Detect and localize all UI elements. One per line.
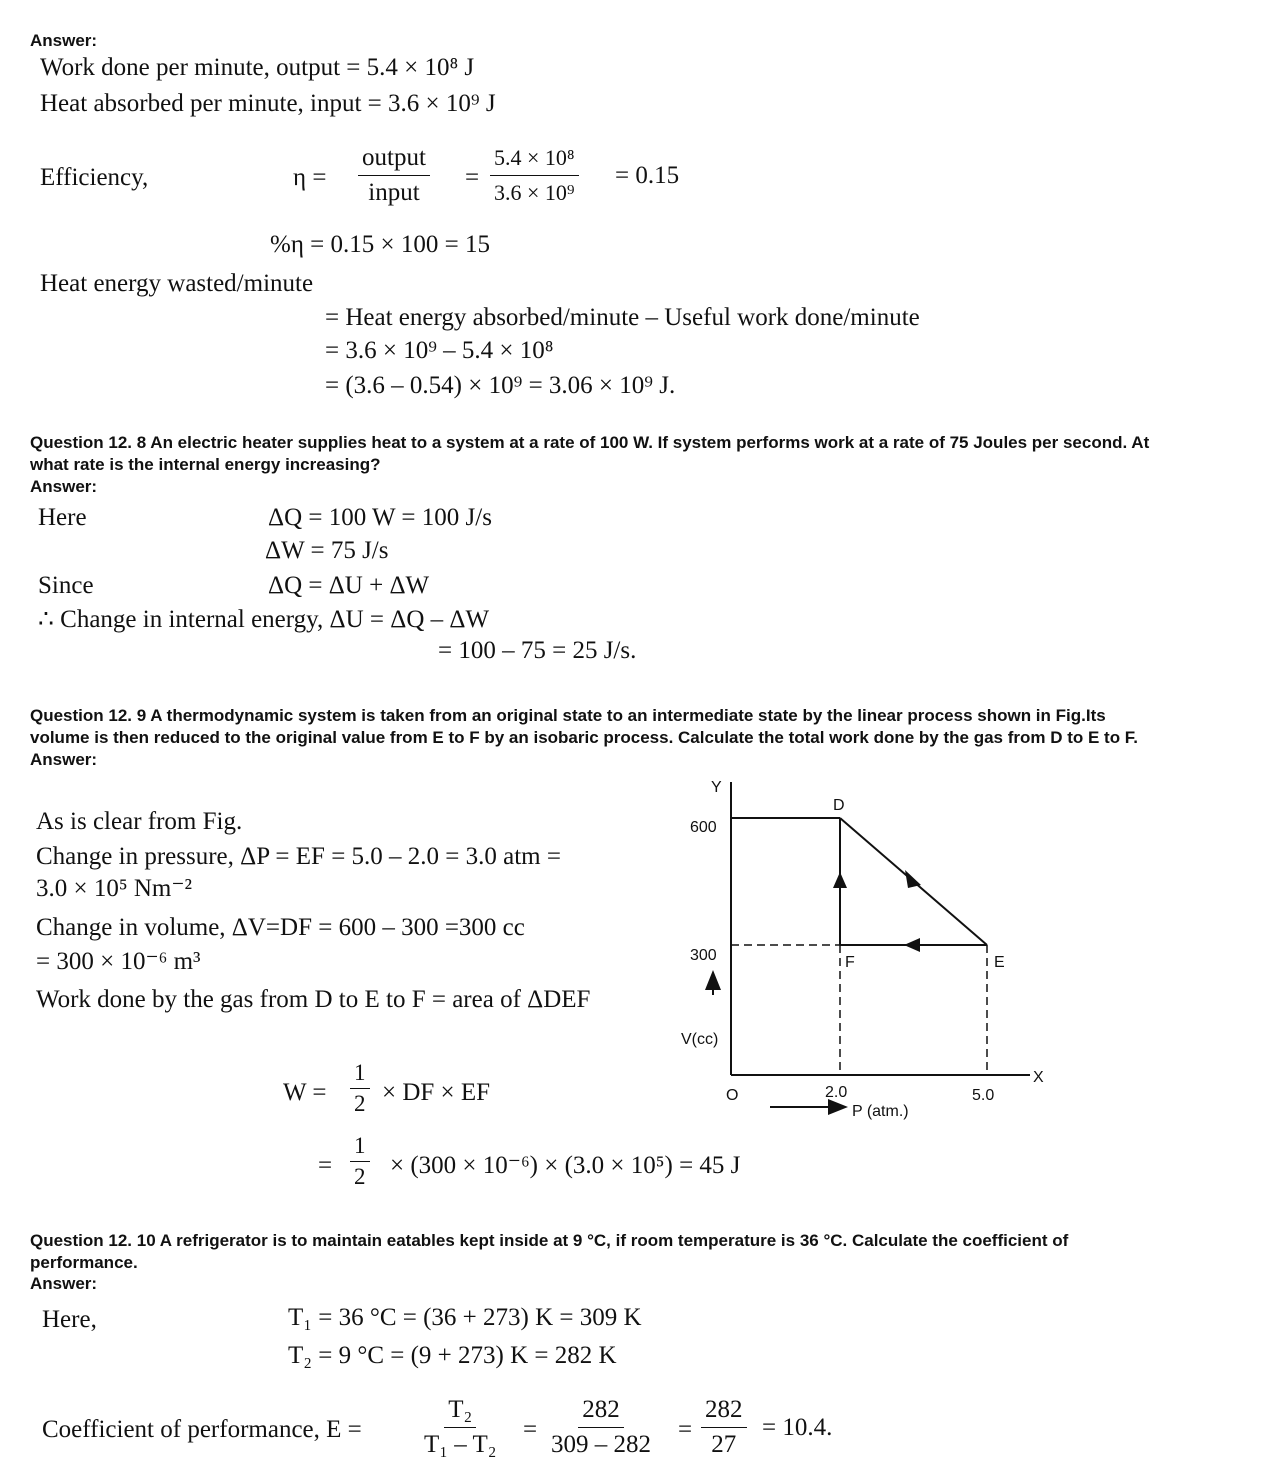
solution-line: 3.0 × 10⁵ Nm⁻² — [36, 875, 193, 902]
point-e: E — [994, 954, 1005, 971]
tick-2: 2.0 — [825, 1084, 848, 1101]
denominator: 27 — [711, 1431, 737, 1458]
question-text: Question 12. 10 A refrigerator is to maintain eatables kept inside at 9 °C, if room temperature is 36 °C. Calculate the coefficient of — [30, 1231, 1069, 1250]
equals: = — [523, 1416, 538, 1443]
denominator: 3.6 × 10⁹ — [494, 180, 575, 205]
equals: = — [678, 1416, 693, 1443]
p-label: P (atm.) — [852, 1103, 909, 1120]
question-text: volume is then reduced to the original value from E to F by an isobaric process. Calculate the total work done by the gas from D to E to F. — [30, 728, 1139, 747]
numerator: 282 — [701, 1395, 747, 1428]
y-axis-label: Y — [711, 779, 722, 796]
denominator: 309 – 282 — [551, 1431, 651, 1458]
wasted-step-1: = Heat energy absorbed/minute – Useful work done/minute — [325, 304, 920, 331]
arrow-up-icon — [833, 872, 847, 888]
v-label: V(cc) — [681, 1031, 719, 1048]
solution-line: As is clear from Fig. — [36, 808, 243, 835]
w-rest-2: × (300 × 10⁻⁶) × (3.0 × 10⁵) = 45 J — [390, 1152, 741, 1179]
numerator: output — [358, 143, 430, 176]
fraction-cop — [420, 1395, 501, 1460]
question-text: what rate is the internal energy increasing? — [30, 455, 381, 474]
cop-result: = 10.4. — [762, 1414, 833, 1441]
since-label: Since — [38, 572, 94, 599]
numerator: T₂ — [444, 1395, 476, 1428]
question-text: Question 12. 8 An electric heater supplies heat to a system at a rate of 100 W. If system performs work at a rate of 75 Joules per second. At — [30, 433, 1150, 452]
equals: = — [465, 164, 480, 191]
answer-label: Answer: — [30, 31, 98, 50]
relation-line: ΔQ = ΔU + ΔW — [268, 572, 430, 599]
denominator: 2 — [354, 1091, 366, 1116]
point-d: D — [833, 797, 845, 814]
numerator: 1 — [350, 1060, 370, 1089]
w-eq: W = — [283, 1079, 327, 1106]
solution-line: Work done by the gas from D to E to F = area of ΔDEF — [36, 986, 591, 1013]
wasted-step-3: = (3.6 – 0.54) × 10⁹ = 3.06 × 10⁹ J. — [325, 372, 676, 399]
fraction-values — [547, 1395, 655, 1460]
dq-line: ΔQ = 100 W = 100 J/s — [268, 504, 492, 531]
here-label: Here, — [42, 1306, 97, 1333]
tick-600: 600 — [690, 819, 717, 836]
fraction-simplified — [701, 1395, 747, 1460]
dw-line: ΔW = 75 J/s — [265, 537, 389, 564]
origin-label: O — [726, 1087, 739, 1104]
t1-line: T₁ = 36 °C = (36 + 273) K = 309 K — [288, 1304, 642, 1331]
denominator: T₁ – T₂ — [424, 1431, 497, 1458]
question-text: performance. — [30, 1253, 138, 1272]
numerator: 1 — [350, 1133, 370, 1162]
equals: = — [318, 1152, 333, 1179]
numerator: 5.4 × 10⁸ — [490, 143, 579, 176]
eta-eq: η = — [293, 164, 327, 191]
arrow-left-icon — [904, 938, 920, 952]
point-f: F — [845, 954, 855, 971]
numerator: 282 — [578, 1395, 624, 1428]
solution-line: = 300 × 10⁻⁶ m³ — [36, 948, 201, 975]
efficiency-label: Efficiency, — [40, 164, 149, 191]
result-line: = 100 – 75 = 25 J/s. — [438, 637, 637, 664]
answer-label: Answer: — [30, 477, 98, 496]
efficiency-result: = 0.15 — [615, 162, 680, 189]
w-rest: × DF × EF — [382, 1079, 491, 1106]
x-axis-label: X — [1033, 1069, 1044, 1086]
here-label: Here — [38, 504, 87, 531]
denominator: 2 — [354, 1164, 366, 1189]
tick-5: 5.0 — [972, 1087, 995, 1104]
answer-label: Answer: — [30, 1274, 98, 1293]
wasted-step-2: = 3.6 × 10⁹ – 5.4 × 10⁸ — [325, 337, 554, 364]
solution-line: Change in pressure, ΔP = EF = 5.0 – 2.0 = 3.0 atm = — [36, 843, 561, 870]
change-line: ∴ Change in internal energy, ΔU = ΔQ – ΔW — [38, 606, 490, 633]
denominator: input — [368, 179, 420, 206]
heat-line: Heat absorbed per minute, input = 3.6 × 10⁹ J — [40, 90, 496, 117]
work-line: Work done per minute, output = 5.4 × 10⁸ J — [40, 54, 475, 81]
answer-label: Answer: — [30, 750, 98, 769]
cop-label: Coefficient of performance, E = — [42, 1416, 362, 1443]
tick-300: 300 — [690, 947, 717, 964]
percent-line: %η = 0.15 × 100 = 15 — [270, 231, 490, 258]
question-text: Question 12. 9 A thermodynamic system is taken from an original state to an intermediate state by the linear process shown in Fig.Its — [30, 706, 1106, 725]
t2-line: T₂ = 9 °C = (9 + 273) K = 282 K — [288, 1342, 617, 1369]
solution-line: Change in volume, ΔV=DF = 600 – 300 =300 cc — [36, 914, 525, 941]
arrow-down-right-icon — [905, 870, 921, 888]
wasted-label: Heat energy wasted/minute — [40, 270, 314, 297]
